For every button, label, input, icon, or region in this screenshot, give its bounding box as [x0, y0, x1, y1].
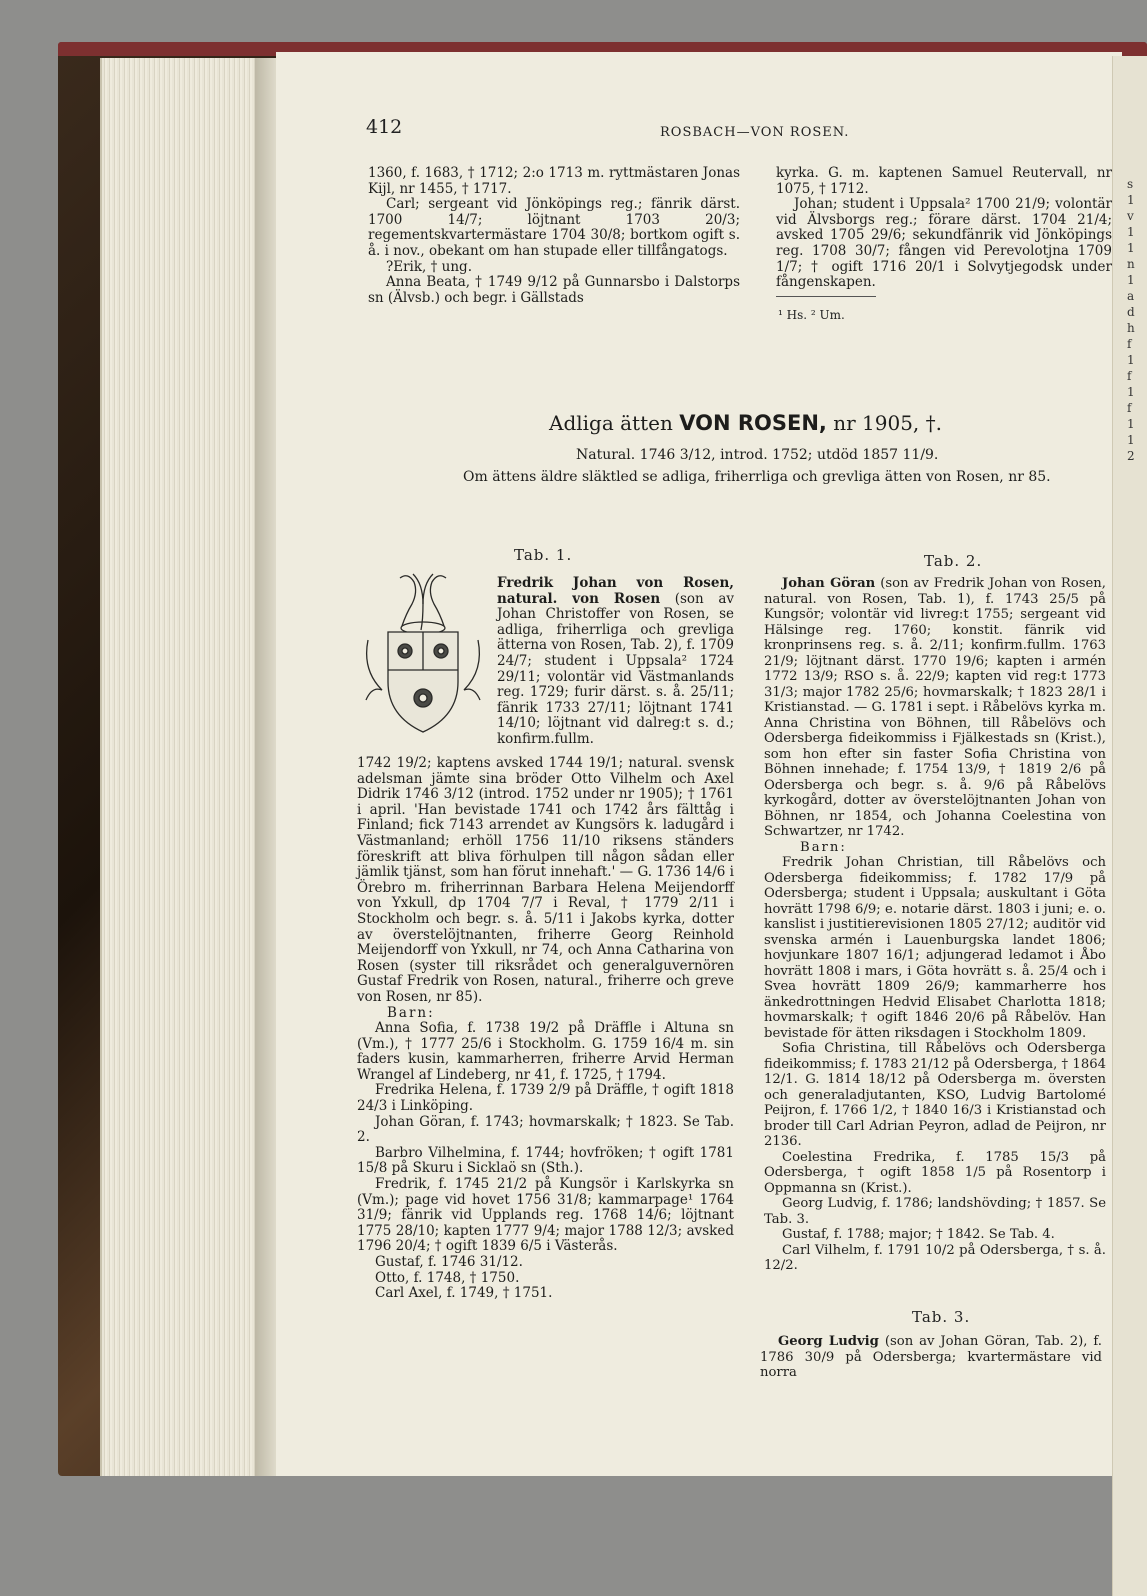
list-item: Gustaf, f. 1788; major; † 1842. Se Tab. 4.: [782, 1227, 1055, 1242]
paragraph: ?Erik, † ung.: [386, 258, 472, 275]
tab1-barn: Barn:: [387, 1004, 435, 1021]
paragraph: Carl; sergeant vid Jönköpings reg.; fänrik därst. 1700 14/7; löjtnant 1703 20/3; regementskvartermästare 1704 30/8; bortkom ogift s. å. i nov., obekant om han stupade eller tillfångatogs.: [368, 196, 740, 259]
paragraph: Anna Beata, † 1749 9/12 på Gunnarsbo i Dalstorps sn (Älvsb.) och begr. i Gällstads: [368, 274, 740, 306]
paragraph: Johan; student i Uppsala² 1700 21/9; volontär vid Älvsborgs reg.; förare därst. 1704 21/4; avsked 1705 29/6; sekundfänrik vid Jönköpings reg. 1708 30/7; fången vid Perevolotjna 1709 1/7; † ogift 1716 20/1 i Solvytjegodsk under fångenskapen.: [776, 196, 1112, 291]
tab1-lead-name: Fredrik Johan von Rosen, natural. von Rosen: [497, 575, 734, 607]
facing-page-letter: 1: [1127, 241, 1135, 255]
list-item: Gustaf, f. 1746 31/12.: [375, 1254, 523, 1270]
facing-page-letter: h: [1127, 321, 1135, 335]
top-right-column: [776, 166, 1112, 291]
running-head: ROSBACH—VON ROSEN.: [660, 125, 850, 140]
facing-page-letter: f: [1127, 337, 1132, 351]
facing-page-letter: 1: [1127, 273, 1135, 287]
list-item: Otto, f. 1748, † 1750.: [375, 1269, 520, 1286]
footnote: ¹ Hs. ² Um.: [778, 308, 845, 322]
list-item: Georg Ludvig, f. 1786; landshövding; † 1857. Se Tab. 3.: [764, 1196, 1106, 1227]
tab1-heading: Tab. 1.: [514, 546, 573, 564]
title-prefix: Adliga ätten: [549, 411, 673, 435]
tab2-column: [764, 576, 1106, 1274]
facing-page-letter: 1: [1127, 225, 1135, 239]
tab2-body: (son av Fredrik Johan von Rosen, natural. von Rosen, Tab. 1), f. 1743 25/5 på Kungsör; volontär vid livreg:t 1755; sergeant vid Hälsinge reg. 1760; konstit. fänrik vid kronprinsens reg. s. å. 2/11; konfirm.fullm. 1763 21/9; löjtnant därst. 1770 19/6; kapten i armén 1772 13/9; RSO s. å. 22/9; kapten vid reg:t 1773 31/3; major 1782 25/6; hovmarskalk; † 1823 28/1 i Kristianstad. — G. 1781 i sept. i Råbelövs kyrka m. Anna Christina von Böhnen, till Råbelövs och Odersberga fideikommiss i Fjälkestads sn (Krist.), som hon efter sin faster Sofia Christina von Böhnen innehade; f. 1754 13/9, † 1819 2/6 på Odersberga och begr. s. å. 9/6 på Råbelövs kyrkogård, dotter av överstelöjtnanten Johan von Böhnen, nr 1854, och Johanna Coelestina von Schwartzer, nr 1742.: [764, 576, 1106, 839]
tab1-body: 1742 19/2; kaptens avsked 1744 19/1; natural. svensk adelsman jämte sina bröder Otto Vilhelm och Axel Didrik 1746 3/12 (introd. 1752 under nr 1905); † 1761 i april. 'Han bevistade 1741 och 1742 års fälttåg i Finland; fick 7143 arrendet av Kungsörs k. ladugård i Västmanland; erhöll 1756 11/10 riksens ständers föreskrift att bliva förhulpen till någon sådan eller jämlik tjänst, som han förut innehaft.' — G. 1736 14/6 i Örebro m. friherrinnan Barbara Helena Meijendorff von Yxkull, dp 1704 7/7 i Reval, † 1779 2/11 i Stockholm och begr. s. å. 5/11 i Jakobs kyrka, dotter av överstelöjtnanten, friherre Georg Reinhold Meijendorff von Yxkull, nr 74, och Anna Catharina von Rosen (syster till riksrådet och generalguvernören Gustaf Fredrik von Rosen, natural., friherre och greve von Rosen, nr 85).: [357, 755, 734, 1005]
facing-page-letter: f: [1127, 401, 1132, 415]
facing-page-letter: 1: [1127, 433, 1135, 447]
list-item: Carl Vilhelm, f. 1791 10/2 på Odersberga, † s. å. 12/2.: [764, 1242, 1106, 1273]
facing-page-letter: d: [1127, 305, 1135, 319]
list-item: Barbro Vilhelmina, f. 1744; hovfröken; † ogift 1781 15/8 på Skuru i Sicklaö sn (Sth.).: [357, 1144, 734, 1177]
facing-page-edge: [1112, 56, 1147, 1596]
list-item: Anna Sofia, f. 1738 19/2 på Dräffle i Altuna sn (Vm.), † 1777 25/6 i Stockholm. G. 1759 16/4 m. sin faders kusin, kammarherren, friherre Arvid Herman Wrangel af Lindeberg, nr 41, f. 1725, † 1794.: [357, 1020, 734, 1083]
title-subline-2: Om ättens äldre släktled se adliga, friherrliga och grevliga ätten von Rosen, nr 85.: [463, 469, 1051, 485]
tab3-body: (son av Johan Göran, Tab. 2), f. 1786 30/9 på Odersberga; kvartermästare vid norra: [760, 1334, 1102, 1381]
title-subline-1: Natural. 1746 3/12, introd. 1752; utdöd 1857 11/9.: [576, 447, 939, 463]
title-name: VON ROSEN,: [679, 411, 827, 435]
page-block-stack: [100, 58, 272, 1476]
facing-page-letter: 1: [1127, 385, 1135, 399]
list-item: Fredrik, f. 1745 21/2 på Kungsör i Karlskyrka sn (Vm.); page vid hovet 1756 31/8; kammarpage¹ 1764 31/9; fänrik vid Upplands reg. 1768 14/6; löjtnant 1775 28/10; kapten 1777 9/4; major 1788 12/3; avsked 1796 20/4; † ogift 1839 6/5 i Västerås.: [357, 1176, 734, 1255]
list-item: Carl Axel, f. 1749, † 1751.: [375, 1285, 553, 1302]
facing-page-letter: v: [1127, 209, 1134, 223]
list-item: Fredrik Johan Christian, till Råbelövs och Odersberga fideikommiss; f. 1782 17/9 på Odersberga; student i Uppsala; auskultant i Göta hovrätt 1798 6/9; e. notarie därst. 1803 i juni; e. o. kanslist i justitierevisionen 1805 27/12; auditör vid svenska armén i Lauenburgska landet 1806; hovjunkare 1807 16/1; adjungerad ledamot i Åbo hovrätt 1808 i mars, i Göta hovrätt s. å. 25/4 och i Svea hovrätt 1809 26/9; kammarherre hos änkedrottningen Hedvid Elisabet Charlotta 1818; hovmarskalk; † ogift 1846 20/6 på Råbelöv. Han bevistade för ätten riksdagen i Stockholm 1809.: [764, 855, 1106, 1041]
tab2-lead-name: Johan Göran: [782, 576, 876, 591]
tab3-lead-name: Georg Ludvig: [778, 1334, 879, 1349]
tab3-column: [760, 1334, 1102, 1381]
facing-page-letter: 1: [1127, 193, 1135, 207]
tab2-paragraph: [764, 576, 1106, 840]
list-item: Fredrika Helena, f. 1739 2/9 på Dräffle, † ogift 1818 24/3 i Linköping.: [357, 1082, 734, 1115]
footnote-rule: [776, 296, 876, 297]
paragraph: kyrka. G. m. kaptenen Samuel Reutervall, nr 1075, † 1712.: [776, 165, 1112, 197]
paragraph: 1360, f. 1683, † 1712; 2:o 1713 m. ryttmästaren Jonas Kijl, nr 1455, † 1717.: [368, 165, 740, 197]
facing-page-letter: a: [1127, 289, 1135, 303]
page-number: 412: [366, 116, 403, 138]
list-item: Johan Göran, f. 1743; hovmarskalk; † 1823. Se Tab. 2.: [357, 1113, 734, 1146]
facing-page-letter: n: [1127, 257, 1135, 271]
tab3-heading: Tab. 3.: [912, 1308, 971, 1326]
tab1-lead-body: (son av Johan Christoffer von Rosen, se adliga, friherrliga och grevliga ätterna von Rosen, Tab. 2), f. 1709 24/7; student i Uppsala² 1724 29/11; volontär vid Västmanlands reg. 1729; furir därst. s. å. 25/11; fänrik 1733 27/11; löjtnant 1741 14/10; löjtnant vid dalreg:t s. d.; konfirm.fullm.: [497, 590, 734, 747]
facing-page-letter: 1: [1127, 353, 1135, 367]
family-title: [549, 411, 942, 435]
facing-page-letter: 2: [1127, 449, 1135, 463]
tab1-column: [357, 576, 734, 1302]
facing-page-letter: f: [1127, 369, 1132, 383]
tab2-heading: Tab. 2.: [924, 552, 983, 570]
tab3-paragraph: [760, 1334, 1102, 1381]
tab1-wrap-spacer: [357, 576, 734, 756]
facing-page-letter: s: [1127, 177, 1134, 191]
top-left-column: [368, 166, 740, 306]
title-suffix: nr 1905, †.: [833, 411, 943, 435]
list-item: Sofia Christina, till Råbelövs och Odersberga fideikommiss; f. 1783 21/12 på Odersberga, † 1864 12/1. G. 1814 18/12 på Odersberga m. översten och generaladjutanten, KSO, Ludvig Bartolomé Peijron, f. 1766 1/2, † 1840 16/3 i Kristianstad och broder till Carl Adrian Peyron, adlad de Peijron, nr 2136.: [764, 1041, 1106, 1149]
tab2-barn: Barn:: [800, 839, 847, 855]
facing-page-letter: 1: [1127, 417, 1135, 431]
list-item: Coelestina Fredrika, f. 1785 15/3 på Odersberga, † ogift 1858 1/5 på Rosentorp i Oppmanna sn (Krist.).: [764, 1149, 1106, 1196]
